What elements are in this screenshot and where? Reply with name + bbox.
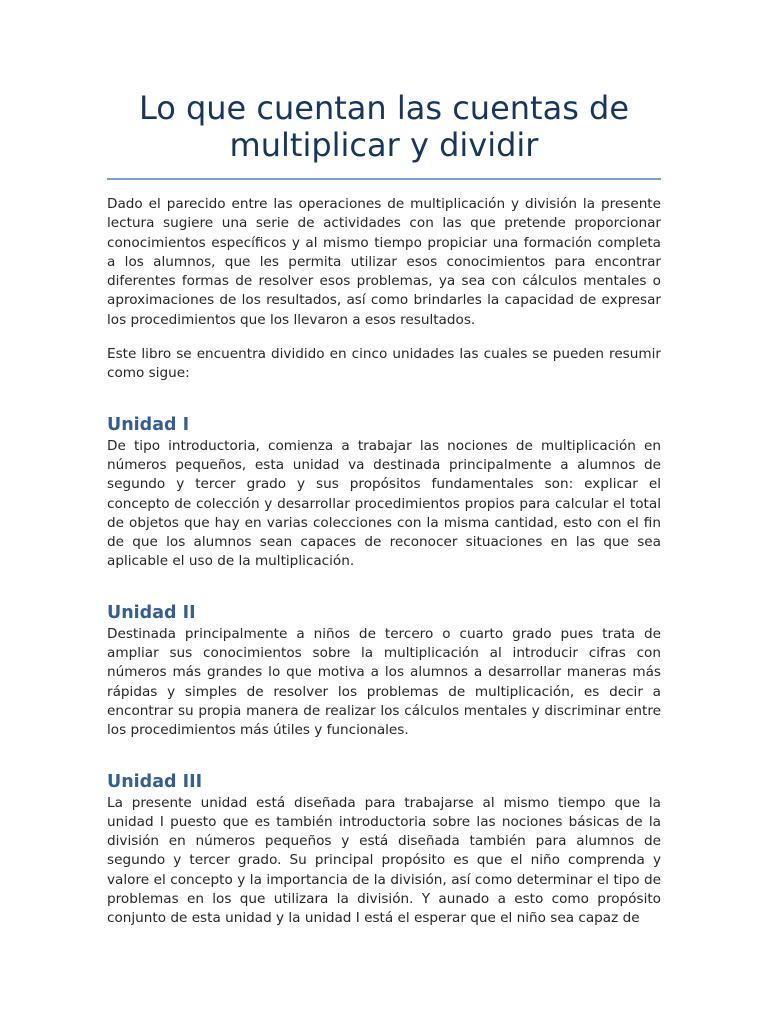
section-body-unidad-3: La presente unidad está diseñada para trabajarse al mismo tiempo que la unidad I puesto que es también introductoria sobre las nociones básicas de la división en números pequeños y está diseñada también para alumnos de segundo y tercer grado. Su principal propósito es que el niño comprenda y valore el concepto y la importancia de la división, así como determinar el tipo de problemas en los que utilizara la división. Y aunado a esto como propósito conjunto de esta unidad y la unidad I está el esperar que el niño sea capaz de [107, 794, 661, 927]
section-heading-unidad-3: Unidad III [107, 771, 203, 792]
document-title: Lo que cuentan las cuentas de multiplicar y dividir [138, 89, 630, 164]
title-divider [107, 178, 661, 180]
section-heading-unidad-1: Unidad I [107, 414, 190, 435]
section-body-unidad-1: De tipo introductoria, comienza a trabajar las nociones de multiplicación en números pequeños, esta unidad va destinada principalmente a alumnos de segundo y tercer grado y sus propósitos fundamentales son: explicar el concepto de colección y desarrollar procedimientos propios para calcular el total de objetos que hay en varias colecciones con la misma cantidad, esto con el fin de que los alumnos sean capaces de reconocer situaciones en las que sea aplicable el uso de la multiplicación. [107, 437, 661, 570]
intro-paragraph-1: Dado el parecido entre las operaciones de multiplicación y división la presente lectura sugiere una serie de actividades con las que pretende proporcionar conocimientos específicos y al mismo tiempo propiciar una formación completa a los alumnos, que les permita utilizar esos conocimientos para encontrar diferentes formas de resolver esos problemas, ya sea con cálculos mentales o aproximaciones de los resultados, así como brindarles la capacidad de expresar los procedimientos que los llevaron a esos resultados. [107, 196, 661, 328]
section-heading-unidad-2: Unidad II [107, 602, 196, 623]
document-page [107, 0, 661, 929]
section-body-unidad-2: Destinada principalmente a niños de tercero o cuarto grado pues trata de ampliar sus conocimientos sobre la multiplicación al introducir cifras con números más grandes lo que motiva a los alumnos a desarrollar maneras más rápidas y simples de resolver los problemas de multiplicación, es decir a encontrar su propia manera de realizar los cálculos mentales y discriminar entre los procedimientos más útiles y funcionales. [107, 625, 661, 739]
intro-paragraph-2: Este libro se encuentra dividido en cinco unidades las cuales se pueden resumir como sigue: [107, 346, 661, 382]
